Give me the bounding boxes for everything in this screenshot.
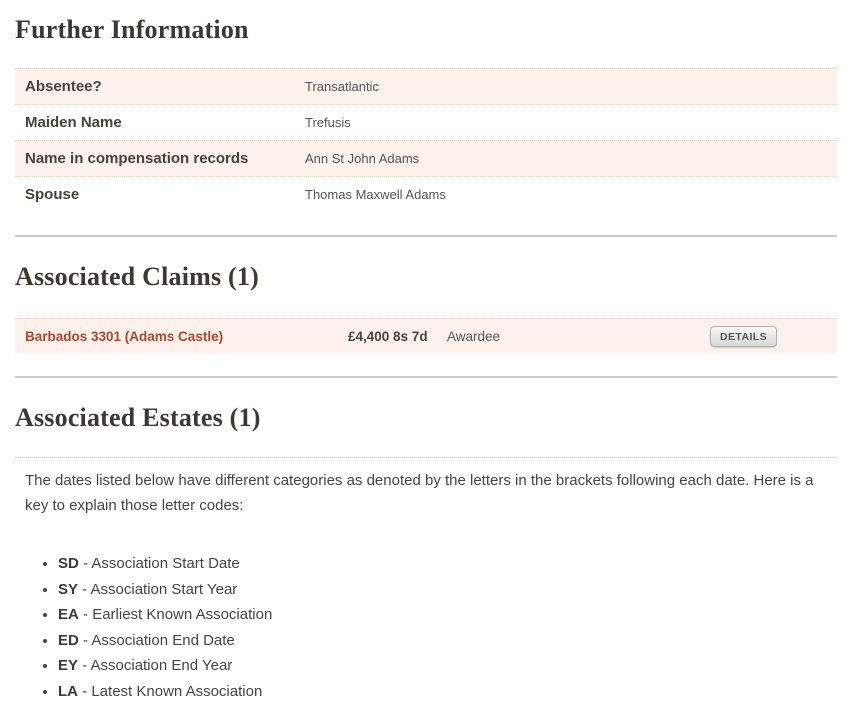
- section-divider: [15, 235, 837, 237]
- row-label: Name in compensation records: [25, 149, 305, 168]
- claim-amount: £4,400 8s 7d: [348, 329, 447, 344]
- row-value: Trefusis: [305, 114, 351, 131]
- code-meaning: Association End Date: [91, 632, 234, 649]
- list-item: [58, 653, 837, 679]
- code-abbr: ED: [58, 632, 79, 649]
- dotted-divider: [15, 457, 837, 458]
- list-item: [58, 679, 837, 704]
- code-separator: -: [79, 555, 92, 572]
- table-row: [15, 68, 837, 104]
- code-meaning: Earliest Known Association: [92, 606, 272, 623]
- row-value: Transatlantic: [305, 78, 379, 95]
- associated-claims-heading: Associated Claims (1): [15, 263, 837, 291]
- list-item: [58, 577, 837, 603]
- estates-intro-text: The dates listed below have different categories as denoted by the letters in the brackets following each date. Here is a key to explain those letter codes:: [25, 468, 825, 518]
- table-row: [15, 176, 837, 212]
- table-row: [15, 140, 837, 176]
- date-codes-list: [15, 551, 837, 704]
- list-item: [58, 628, 837, 654]
- associated-estates-heading: Associated Estates (1): [15, 404, 837, 432]
- row-label: Absentee?: [25, 77, 305, 96]
- details-button[interactable]: DETAILS: [710, 326, 777, 347]
- code-separator: -: [78, 683, 91, 700]
- table-row: [15, 104, 837, 140]
- code-meaning: Association End Year: [91, 657, 233, 674]
- code-separator: -: [78, 657, 91, 674]
- code-abbr: EY: [58, 657, 78, 674]
- code-meaning: Latest Known Association: [91, 683, 262, 700]
- code-separator: -: [79, 632, 92, 649]
- claim-link[interactable]: Barbados 3301 (Adams Castle): [25, 329, 348, 344]
- code-meaning: Association Start Year: [91, 581, 238, 598]
- code-separator: -: [79, 606, 92, 623]
- list-item: [58, 551, 837, 577]
- claim-role: Awardee: [447, 329, 710, 344]
- code-abbr: LA: [58, 683, 78, 700]
- row-value: Ann St John Adams: [305, 150, 419, 167]
- further-information-heading: Further Information: [15, 16, 837, 44]
- code-abbr: SD: [58, 555, 79, 572]
- row-label: Spouse: [25, 185, 305, 204]
- code-meaning: Association Start Date: [91, 555, 239, 572]
- list-item: [58, 602, 837, 628]
- claim-row: [15, 318, 837, 353]
- further-information-table: [15, 68, 837, 212]
- row-value: Thomas Maxwell Adams: [305, 186, 446, 203]
- code-separator: -: [78, 581, 91, 598]
- code-abbr: SY: [58, 581, 78, 598]
- row-label: Maiden Name: [25, 113, 305, 132]
- section-divider: [15, 376, 837, 378]
- code-abbr: EA: [58, 606, 79, 623]
